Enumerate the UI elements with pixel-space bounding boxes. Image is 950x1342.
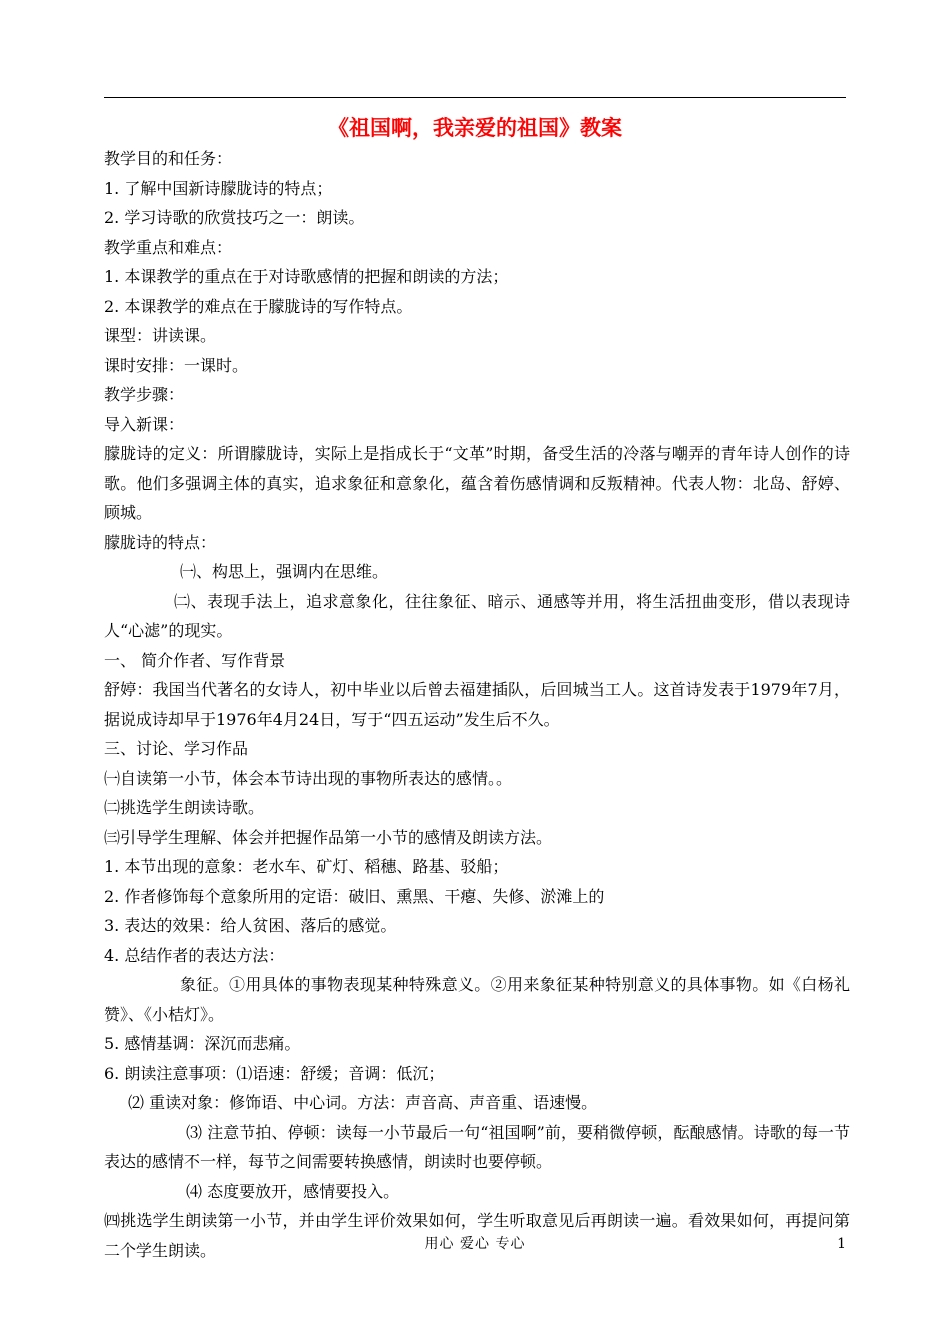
list-item: 1. 本节出现的意象：老水车、矿灯、稻穗、路基、驳船； <box>104 857 509 876</box>
footer-slogan: 用心 爱心 专心 <box>424 1236 526 1252</box>
paragraph-symbolism: 象征。①用具体的事物表现某种特殊意义。②用来象征某种特别意义的具体事物。如《白杨礼赞》、《小桔灯》。 <box>104 975 850 1024</box>
list-item: ㈠自读第一小节，体会本节诗出现的事物所表达的感情。。 <box>104 768 513 788</box>
list-item: 2. 作者修饰每个意象所用的定语：破旧、熏黑、干瘪、失修、淤滩上的 <box>104 886 605 906</box>
section-heading-author: 一、 简介作者、写作背景 <box>104 650 286 670</box>
section-heading-discussion: 三、讨论、学习作品 <box>104 739 249 758</box>
list-item: 6. 朗读注意事项：⑴语速：舒缓；音调：低沉； <box>104 1063 445 1083</box>
list-item: ㈡挑选学生朗读诗歌。 <box>104 798 265 817</box>
section-heading-key-points: 教学重点和难点： <box>104 237 233 257</box>
list-item: 3. 表达的效果：给人贫困、落后的感觉。 <box>104 916 397 935</box>
list-item: 4. 总结作者的表达方法： <box>104 945 285 965</box>
list-item: 5. 感情基调：深沉而悲痛。 <box>104 1034 301 1053</box>
page-number: 1 <box>837 1236 846 1252</box>
list-item: ⑵ 重读对象：修饰语、中心词。方法：声音高、声音重、语速慢。 <box>128 1093 598 1112</box>
list-item: 2. 学习诗歌的欣赏技巧之一：朗读。 <box>104 208 365 227</box>
list-item: 1. 本课教学的重点在于对诗歌感情的把握和朗读的方法； <box>104 267 509 286</box>
paragraph-definition: 朦胧诗的定义：所谓朦胧诗，实际上是指成长于“文革”时期，备受生活的冷落与嘲弄的青年诗人创作的诗歌。他们多强调主体的真实，追求象征和意象化，蕴含着伤感情调和反叛精神。代表人物：北岛、舒婷、顾城。 <box>104 444 850 522</box>
header-rule <box>104 97 846 98</box>
section-heading-features: 朦胧诗的特点： <box>104 532 217 552</box>
paragraph-author: 舒婷：我国当代著名的女诗人，初中毕业以后曾去福建插队，后回城当工人。这首诗发表于1979年7月，据说成诗却早于1976年4月24日，写于“四五运动”发生后不久。 <box>104 680 850 729</box>
section-heading-objectives: 教学目的和任务： <box>104 149 233 168</box>
list-item: ㈢引导学生理解、体会并把握作品第一小节的感情及朗读方法。 <box>104 827 553 847</box>
section-heading-intro: 导入新课： <box>104 414 185 434</box>
lesson-schedule: 课时安排：一课时。 <box>104 355 249 375</box>
paragraph-pause: ⑶ 注意节拍、停顿：读每一小节最后一句“祖国啊”前，要稍微停顿，酝酿感情。诗歌的每一节表达的感情不一样，每节之间需要转换感情，朗读时也要停顿。 <box>104 1122 850 1171</box>
section-heading-steps: 教学步骤： <box>104 385 185 404</box>
list-item: 2. 本课教学的难点在于朦胧诗的写作特点。 <box>104 296 413 316</box>
document-body <box>104 144 850 1265</box>
lesson-type: 课型：讲读课。 <box>104 326 217 345</box>
feature-item: ㈠、构思上，强调内在思维。 <box>180 562 389 581</box>
list-item: 1. 了解中国新诗朦胧诗的特点； <box>104 178 333 198</box>
feature-item: ㈡、表现手法上，追求意象化，往往象征、暗示、通感等并用，将生活扭曲变形，借以表现诗人“心滤”的现实。 <box>104 591 850 640</box>
list-item: ⑷ 态度要放开，感情要投入。 <box>186 1181 400 1201</box>
document-title: 《祖国啊，我亲爱的祖国》教案 <box>328 116 622 140</box>
list-item: ㈣挑选学生朗读第一小节，并由学生评价效果如何，学生听取意见后再朗读一遍。看效果如何，再提问第二个学生朗读。 <box>104 1211 850 1260</box>
